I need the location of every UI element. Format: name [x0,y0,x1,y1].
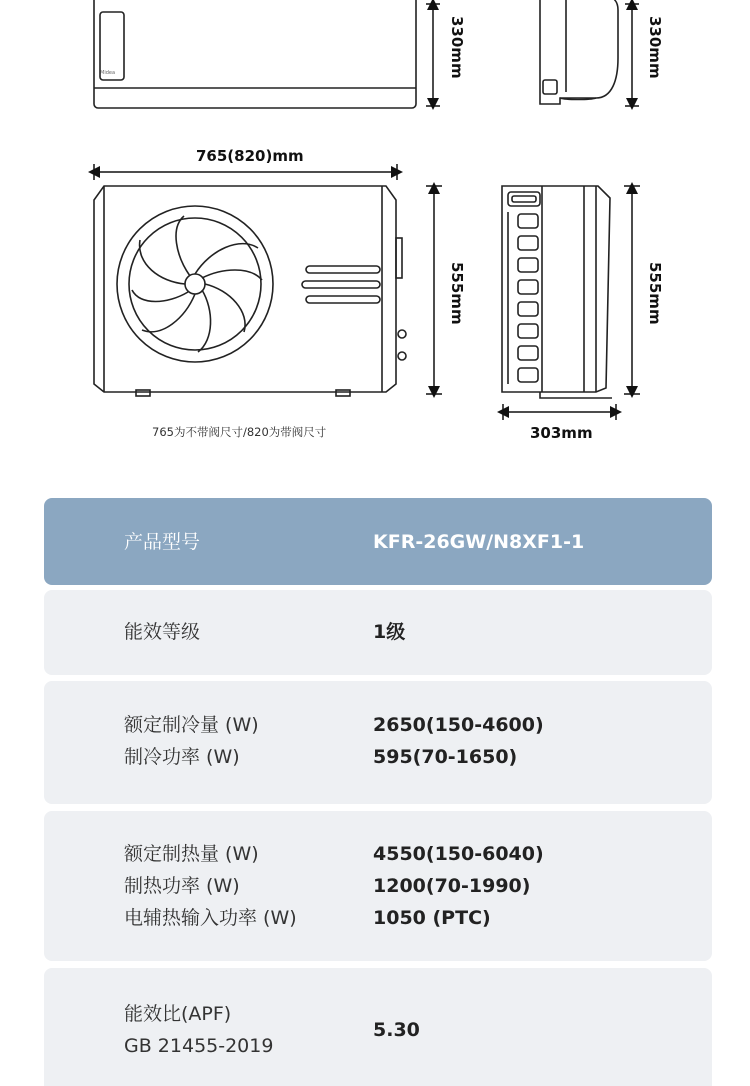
outdoor-height-label-front: 555mm [448,262,466,325]
brand-logo: Midea [100,70,116,76]
outdoor-height-dim-front [426,186,442,394]
heating-power-label: 制热功率 (W) [124,875,240,897]
cooling-labels [124,709,259,773]
spec-row-heating [44,811,712,961]
spec-row-energy-grade [44,590,712,675]
cooling-capacity-label: 额定制冷量 (W) [124,714,259,736]
spec-row-model [44,498,712,585]
cooling-capacity-value: 2650(150-4600) [373,714,544,736]
heating-values [373,838,544,934]
indoor-height-label-side: 330mm [646,16,664,79]
width-note: 765为不带阀尺寸/820为带阀尺寸 [152,425,327,439]
ptc-power-label: 电辅热输入功率 (W) [124,907,297,929]
cooling-power-value: 595(70-1650) [373,746,518,768]
indoor-height-dim-front [426,4,440,106]
indoor-height-label-front: 330mm [448,16,466,79]
outdoor-unit-front [94,186,406,396]
model-label: 产品型号 [124,531,201,553]
outdoor-height-dim-side [624,186,640,394]
energy-grade-label: 能效等级 [124,621,201,643]
outdoor-width-label: 765(820)mm [196,147,304,165]
ptc-power-value: 1050 (PTC) [373,907,491,929]
outdoor-width-dim [94,164,397,180]
heating-power-value: 1200(70-1990) [373,875,531,897]
indoor-unit-side [540,0,618,104]
apf-standard-label: GB 21455-2019 [124,1035,274,1057]
heating-capacity-value: 4550(150-6040) [373,843,544,865]
cooling-values [373,709,544,773]
indoor-unit-front [94,0,416,108]
apf-labels [124,998,273,1062]
heating-capacity-label: 额定制热量 (W) [124,843,259,865]
outdoor-unit-side [502,186,612,398]
outdoor-height-label-side: 555mm [646,262,664,325]
cooling-power-label: 制冷功率 (W) [124,746,240,768]
apf-label: 能效比(APF) [124,1003,232,1025]
model-value: KFR-26GW/N8XF1-1 [373,531,585,553]
dimension-diagram [0,0,750,470]
energy-grade-value: 1级 [373,621,406,643]
indoor-height-dim-side [625,4,639,106]
heating-labels [124,838,297,934]
outdoor-depth-dim [503,404,616,420]
outdoor-depth-label: 303mm [530,424,593,442]
spec-row-cooling [44,681,712,804]
apf-value: 5.30 [373,1019,420,1041]
spec-row-apf [44,968,712,1086]
